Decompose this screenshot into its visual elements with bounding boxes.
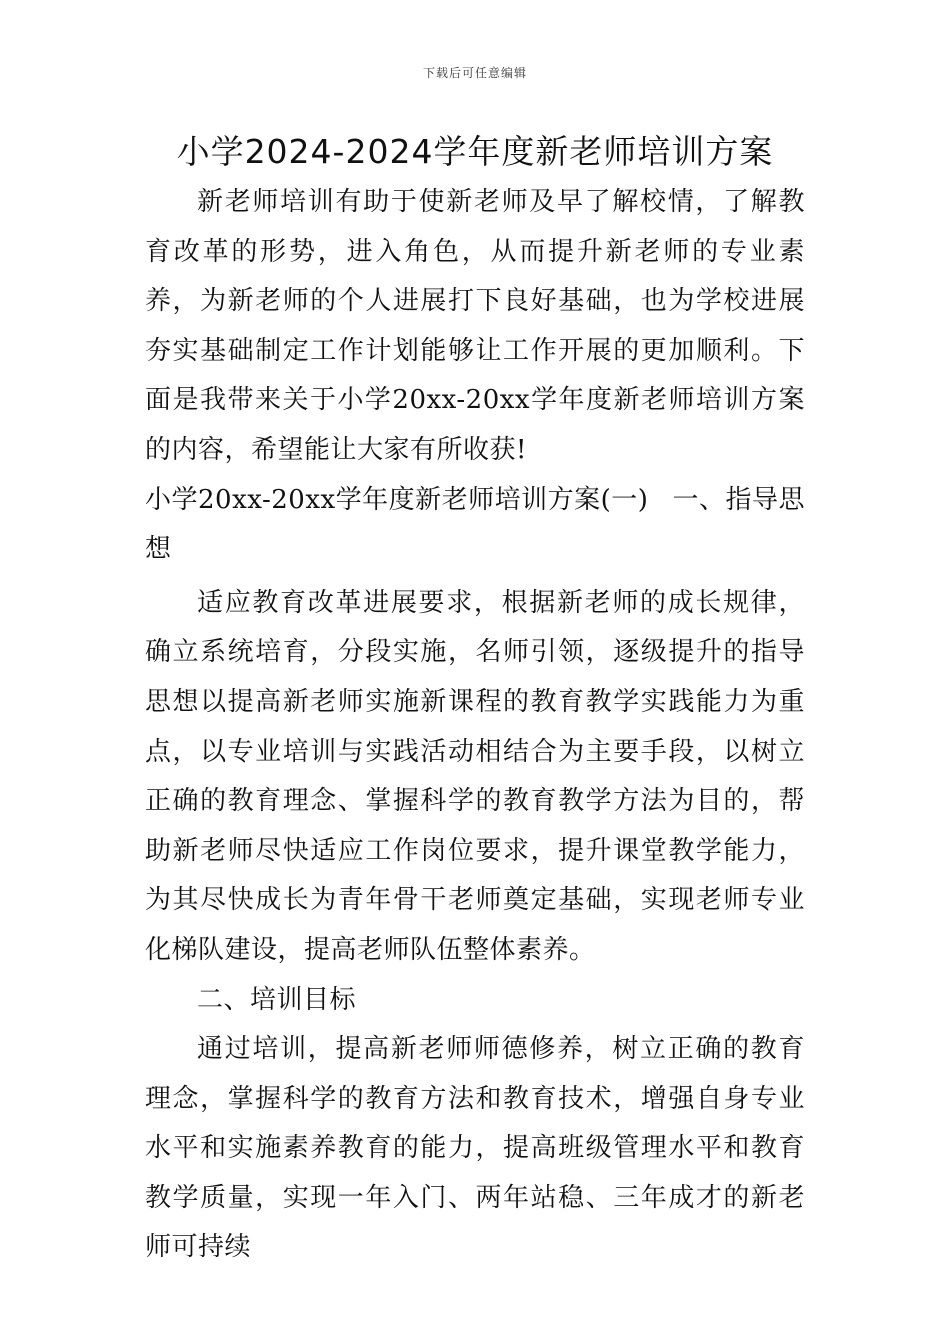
guiding-paragraph: 适应教育改革进展要求，根据新老师的成长规律，确立系统培育，分段实施，名师引领，逐级提升的指导思想以提高新老师实施新课程的教育教学实践能力为重点，以专业培训与实践活动相结合为主要手段，以树立正确的教育理念、掌握科学的教育教学方法为目的，帮助新老师尽快适应工作岗位要求，提升课堂教学能力，为其尽快成长为青年骨干老师奠定基础，实现老师专业化梯队建设，提高老师队伍整体素养。 <box>145 587 805 965</box>
section-title-wrap: 想 <box>145 534 172 565</box>
header-note: 下载后可任意编辑 <box>422 66 527 80</box>
section-heading-1 <box>145 476 805 526</box>
document-body <box>145 178 805 1273</box>
section-title-right: 一、指导思 <box>672 484 805 515</box>
section-title-left: 小学20xx-20xx学年度新老师培训方案(一) <box>145 484 649 515</box>
intro-paragraph: 新老师培训有助于使新老师及早了解校情，了解教育改革的形势，进入角色，从而提升新老师的专业素养，为新老师的个人进展打下良好基础，也为学校进展夯实基础制定工作计划能够让工作开展的更加顺利。下面是我带来关于小学20xx-20xx学年度新老师培训方案的内容，希望能让大家有所收获! <box>145 187 805 465</box>
goal-heading: 二、培训目标 <box>197 984 357 1015</box>
document-title: 小学2024-2024学年度新老师培训方案 <box>176 132 774 171</box>
goal-paragraph: 通过培训，提高新老师师德修养，树立正确的教育理念，掌握科学的教育方法和教育技术，增强自身专业水平和实施素养教育的能力，提高班级管理水平和教育教学质量，实现一年入门、两年站稳、三年成才的新老师可持续 <box>145 1034 805 1263</box>
